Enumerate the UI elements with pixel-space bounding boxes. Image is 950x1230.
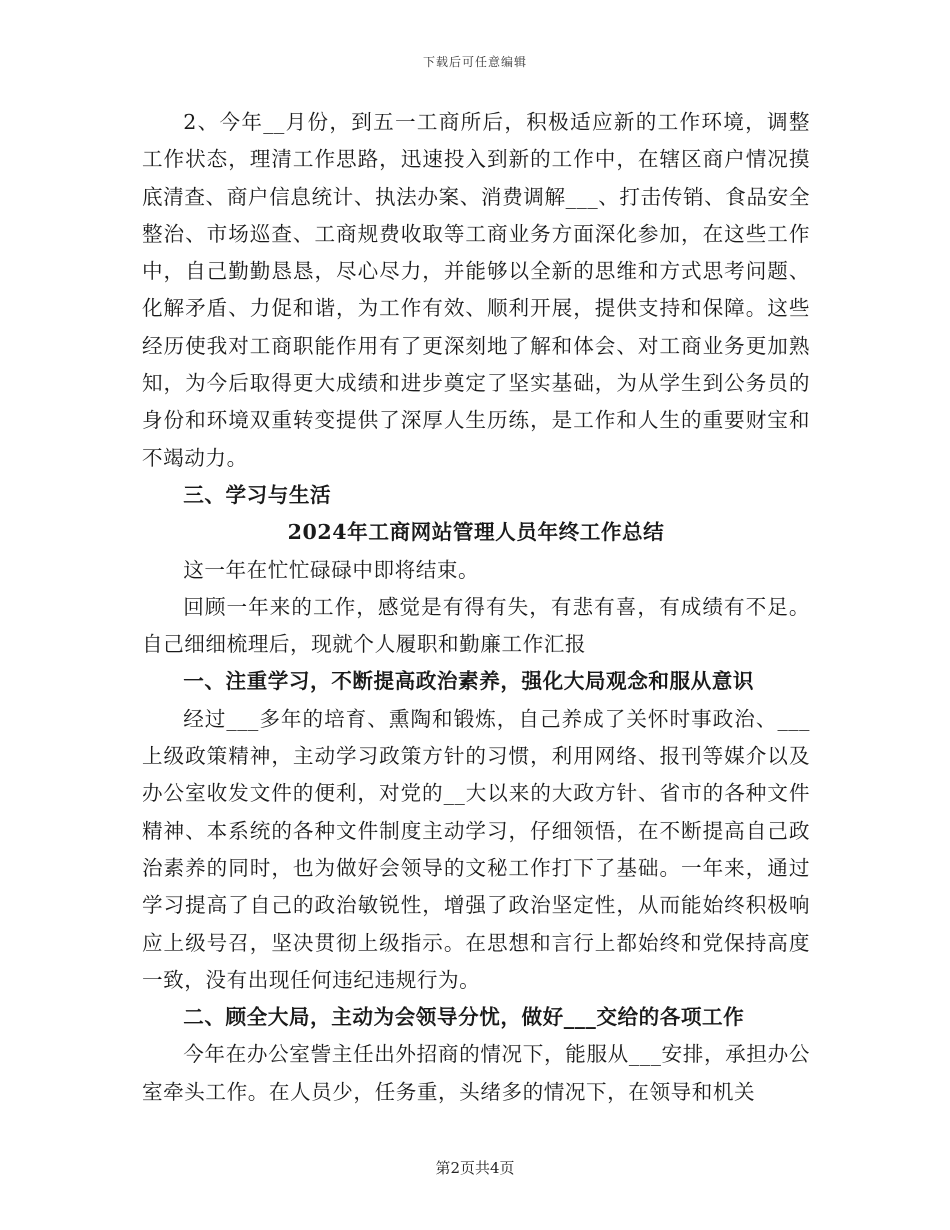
section-heading-overall: 二、顾全大局，主动为会领导分忧，做好___交给的各项工作	[183, 1005, 745, 1030]
paragraph-intro: 这一年在忙忙碌碌中即将结束。	[183, 557, 480, 582]
section-heading-learning: 一、注重学习，不断提高政治素养，强化大局观念和服从意识	[183, 669, 755, 694]
page-header: 下载后可任意编辑	[422, 55, 527, 69]
paragraph-review: 回顾一年来的工作，感觉是有得有失，有悲有喜，有成绩有不足。自己细细梳理后，现就个人履职和勤廉工作汇报	[142, 594, 810, 657]
document-title: 2024年工商网站管理人员年终工作总结	[287, 520, 665, 545]
paragraph-office-work: 今年在办公室訾主任出外招商的情况下，能服从___安排，承担办公室牵头工作。在人员少，任务重，头绪多的情况下，在领导和机关	[142, 1042, 810, 1104]
paragraph-learning: 经过___多年的培育、熏陶和锻炼，自己养成了关怀时事政治、___上级政策精神，主动学习政策方针的习惯，利用网络、报刊等媒介以及办公室收发文件的便利，对党的__大以来的大政方针、省市的各种文件精神、本系统的各种文件制度主动学习，仔细领悟，在不断提高自己政治素养的同时，也为做好会领导的文秘工作打下了基础。一年来，通过学习提高了自己的政治敏锐性，增强了政治坚定性，从而能始终积极响应上级号召，坚决贯彻上级指示。在思想和言行上都始终和党保持高度一致，没有出现任何违纪违规行为。	[142, 706, 810, 992]
page-number: 第2页共4页	[435, 1159, 515, 1177]
section-heading-study-life: 三、学习与生活	[183, 482, 332, 507]
paragraph-work-experience: 2、今年__月份，到五一工商所后，积极适应新的工作环境，调整工作状态，理清工作思路，迅速投入到新的工作中，在辖区商户情况摸底清查、商户信息统计、执法办案、消费调解___、打击传销、食品安全整治、市场巡查、工商规费收取等工商业务方面深化参加，在这些工作中，自己勤勤恳恳，尽心尽力，并能够以全新的思维和方式思考问题、化解矛盾、力促和谐，为工作有效、顺利开展，提供支持和保障。这些经历使我对工商职能作用有了更深刻地了解和体会、对工商业务更加熟知，为今后取得更大成绩和进步奠定了坚实基础，为从学生到公务员的身份和环境双重转变提供了深厚人生历练，是工作和人生的重要财宝和不竭动力。	[142, 110, 810, 470]
document-body	[142, 104, 810, 1111]
